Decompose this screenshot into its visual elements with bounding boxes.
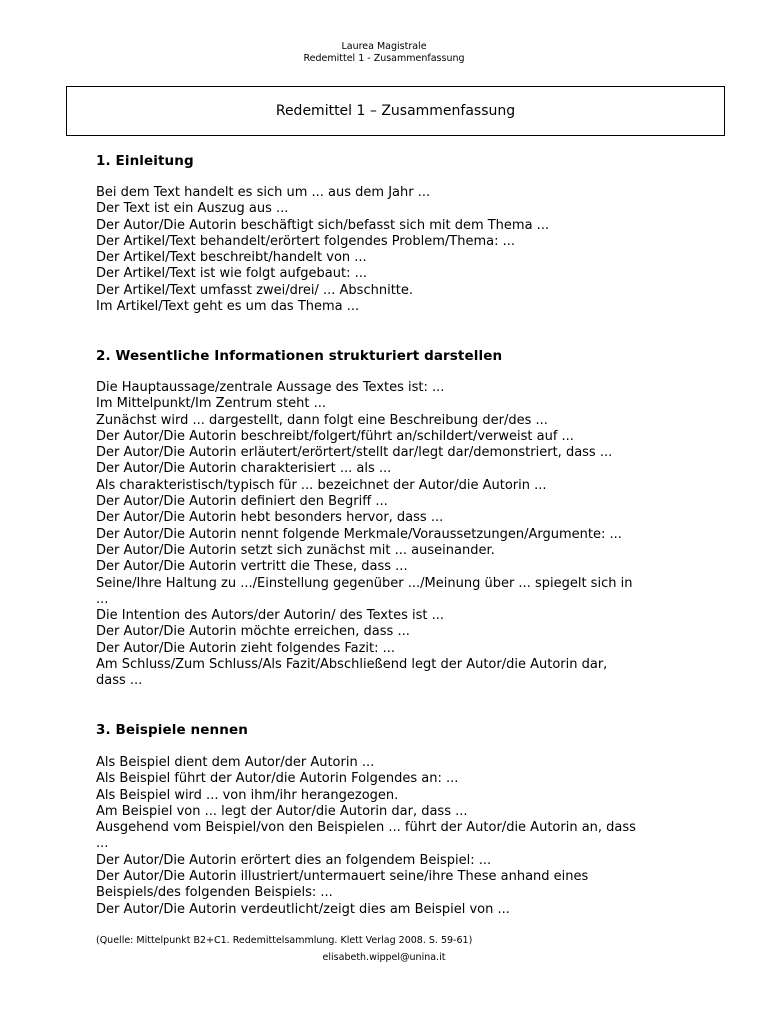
text-line: Der Autor/Die Autorin verdeutlicht/zeigt dies am Beispiel von ... [96,901,510,917]
text-line: Im Artikel/Text geht es um das Thema ... [96,299,360,315]
header-line-1: Laurea Magistrale [341,41,427,52]
text-line: Als Beispiel dient dem Autor/der Autorin ... [96,755,375,770]
text-line: Der Artikel/Text beschreibt/handelt von ... [96,250,367,266]
text-line: Am Beispiel von ... legt der Autor/die Autorin dar, dass ... [96,803,468,819]
title-box [66,86,725,136]
text-line: Der Autor/Die Autorin erörtert dies an folgendem Beispiel: ... [96,852,492,868]
text-line: Die Intention des Autors/der Autorin/ des Textes ist ... [96,608,445,624]
document-title: Redemittel 1 – Zusammenfassung [275,103,516,119]
text-line: Der Autor/Die Autorin zieht folgendes Fazit: ... [96,640,396,656]
text-line: Der Text ist ein Auszug aus ... [96,201,289,217]
text-line: Der Autor/Die Autorin nennt folgende Merkmale/Voraussetzungen/Argumente: ... [96,526,622,542]
text-line: Der Artikel/Text ist wie folgt aufgebaut: ... [96,266,368,282]
text-line: Der Artikel/Text behandelt/erörtert folgendes Problem/Thema: ... [96,233,516,249]
section-lines-einleitung [96,185,696,315]
text-line: Beispiels/des folgenden Beispiels: ... [96,885,333,901]
text-line: Die Hauptaussage/zentrale Aussage des Textes ist: ... [96,380,445,395]
text-line: dass ... [96,673,143,689]
text-line: Zunächst wird ... dargestellt, dann folgt eine Beschreibung der/des ... [96,412,548,428]
text-line: Als Beispiel führt der Autor/die Autorin Folgendes an: ... [96,771,459,787]
text-line: Im Mittelpunkt/Im Zentrum steht ... [96,396,326,412]
source-citation: (Quelle: Mittelpunkt B2+C1. Redemittelsammlung. Klett Verlag 2008. S. 59-61) [96,935,473,946]
text-line: Der Autor/Die Autorin definiert den Begriff ... [96,494,388,510]
text-line: Der Autor/Die Autorin vertritt die These, dass ... [96,559,408,575]
text-line: Der Autor/Die Autorin hebt besonders hervor, dass ... [96,510,444,526]
text-line: Der Autor/Die Autorin setzt sich zunächst mit ... auseinander. [96,542,495,558]
text-line: Der Autor/Die Autorin illustriert/untermauert seine/ihre These anhand eines [96,869,589,885]
text-line: Als charakteristisch/typisch für ... bezeichnet der Autor/die Autorin ... [96,477,547,493]
text-line: Ausgehend vom Beispiel/von den Beispielen ... führt der Autor/die Autorin an, dass [96,820,636,836]
header-line-2: Redemittel 1 - Zusammenfassung [303,53,465,64]
footer-email: elisabeth.wippel@unina.it [322,952,446,963]
text-line: Der Autor/Die Autorin charakterisiert ... als ... [96,461,392,477]
section-heading-einleitung: 1. Einleitung [96,153,194,169]
section-heading-beispiele: 3. Beispiele nennen [96,722,248,738]
text-line: Der Autor/Die Autorin erläutert/erörtert/stellt dar/legt dar/demonstriert, dass ... [96,445,613,461]
text-line: ... [96,591,109,607]
text-line: Seine/Ihre Haltung zu .../Einstellung gegenüber .../Meinung über ... spiegelt sich in [96,575,633,591]
text-line: Bei dem Text handelt es sich um ... aus dem Jahr ... [96,185,431,200]
text-line: Der Artikel/Text umfasst zwei/drei/ ... Abschnitte. [96,282,414,298]
text-line: Am Schluss/Zum Schluss/Als Fazit/Abschließend legt der Autor/die Autorin dar, [96,657,608,673]
text-line: Der Autor/Die Autorin beschreibt/folgert/führt an/schildert/verweist auf ... [96,428,574,444]
text-line: Als Beispiel wird ... von ihm/ihr herangezogen. [96,787,399,803]
text-line: Der Autor/Die Autorin möchte erreichen, dass ... [96,624,410,640]
section-lines-informationen [96,380,696,690]
section-heading-informationen: 2. Wesentliche Informationen strukturiert darstellen [96,348,503,364]
section-lines-beispiele [96,755,696,918]
text-line: Der Autor/Die Autorin beschäftigt sich/befasst sich mit dem Thema ... [96,217,550,233]
page-header [0,41,768,65]
text-line: ... [96,836,109,852]
